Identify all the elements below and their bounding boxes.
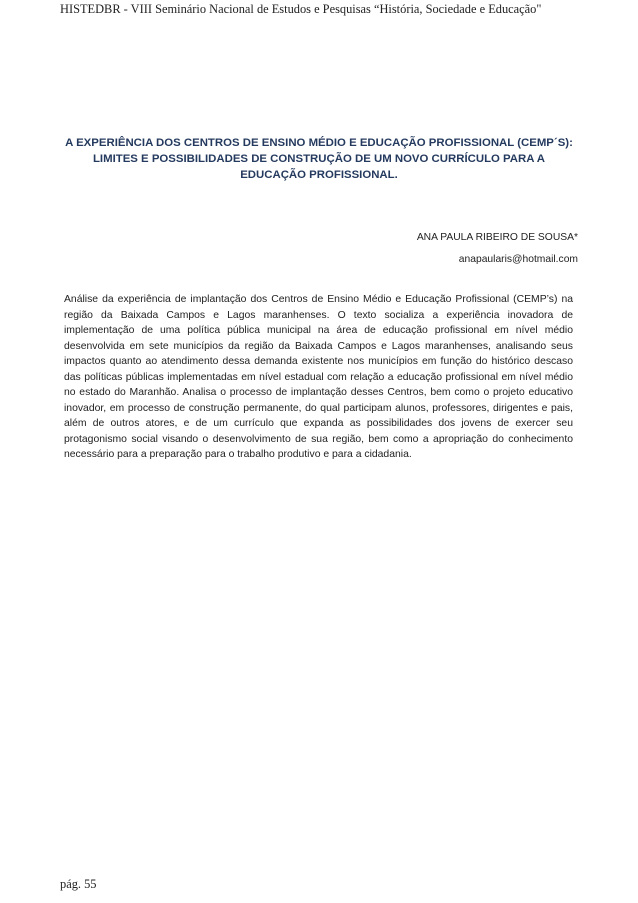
- running-header: HISTEDBR - VIII Seminário Nacional de Estudos e Pesquisas “História, Sociedade e Educação": [60, 2, 542, 16]
- author-email: anapaularis@hotmail.com: [458, 254, 578, 265]
- page-number: pág. 55: [60, 877, 97, 891]
- paper-title: A EXPERIÊNCIA DOS CENTROS DE ENSINO MÉDIO E EDUCAÇÃO PROFISSIONAL (CEMP´S): LIMITES E POSSIBILIDADES DE CONSTRUÇÃO DE UM NOVO CURRÍCULO PARA A EDUCAÇÃO PROFISSIONAL.: [65, 137, 573, 181]
- abstract-text: Análise da experiência de implantação dos Centros de Ensino Médio e Educação Profissional (CEMP’s) na região da Baixada Campos e Lagos maranhenses. O texto socializa a experiência inovadora de implementação de uma política pública municipal na área de educação profissional em nível médio desenvolvida em sete municípios da região da Baixada Campos e Lagos maranhenses, analisando seus impactos quanto ao atendimento dessa demanda existente nos municípios em função do histórico descaso das políticas públicas implementadas em nível estadual com relação a educação profissional em nível médio no estado do Maranhão. Analisa o processo de implantação desses Centros, bem como o projeto educativo inovador, em processo de construção permanente, do qual participam alunos, professores, dirigentes e pais, além de outros atores, e de um currículo que expanda as possibilidades dos jovens de exercer seu protagonismo social visando o desenvolvimento de sua região, bem como a apropriação do conhecimento necessário para a preparação para o trabalho produtivo e para a cidadania.: [64, 294, 573, 460]
- author-name: ANA PAULA RIBEIRO DE SOUSA*: [416, 232, 578, 243]
